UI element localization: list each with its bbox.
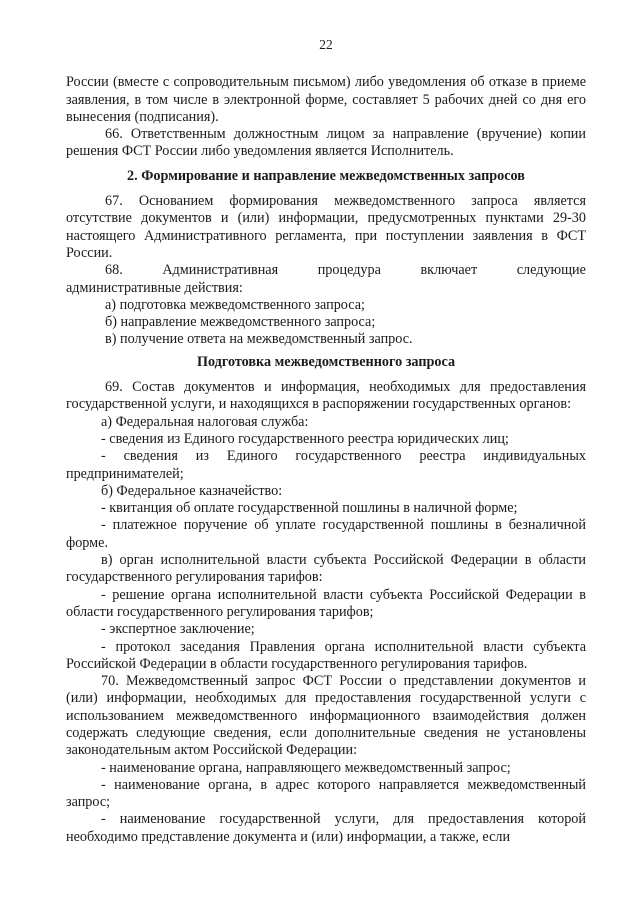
list-item: а) Федеральная налоговая служба: bbox=[101, 413, 309, 430]
list-item: - экспертное заключение; bbox=[101, 621, 255, 638]
list-item: в) орган исполнительной власти субъекта Российской Федерации в области государственного регулирования тарифов: bbox=[66, 552, 586, 586]
p68-word: процедура bbox=[317, 262, 381, 279]
list-item: - квитанция об оплате государственной пошлины в наличной форме; bbox=[101, 500, 518, 517]
list-item: а) подготовка межведомственного запроса; bbox=[105, 296, 365, 313]
list-item: - наименование органа, направляющего межведомственный запрос; bbox=[101, 759, 511, 776]
p68-word: Административная bbox=[162, 262, 279, 279]
list-item: - протокол заседания Правления органа исполнительной власти субъекта Российской Федерации в области государственного регулирования тарифов. bbox=[66, 638, 586, 672]
list-item: - наименование государственной услуги, для предоставления которой необходимо представление документа и (или) информации, а также, если bbox=[66, 811, 586, 845]
list-item: - наименование органа, в адрес которого направляется межведомственный запрос; bbox=[66, 776, 586, 811]
paragraph-70: 70. Межведомственный запрос ФСТ России о представлении документов и (или) информации, необходимых для предоставления государственной услуги с использованием межведомственного информационного взаимодействия должен содержать следующие сведения, если дополнительные сведения не установлены законодательным актом Российской Федерации: bbox=[66, 673, 586, 759]
paragraph-69: 69. Состав документов и информация, необходимых для предоставления государственной услуги, и находящихся в распоряжении государственных органов: bbox=[66, 379, 586, 413]
list-item: - сведения из Единого государственного реестра юридических лиц; bbox=[101, 430, 509, 447]
section-heading: 2. Формирование и направление межведомственных запросов bbox=[127, 167, 525, 184]
page-number: 22 bbox=[319, 37, 333, 52]
paragraph-66: 66. Ответственным должностным лицом за направление (вручение) копии решения ФСТ России либо уведомления является Исполнитель. bbox=[66, 126, 586, 160]
subsection-heading: Подготовка межведомственного запроса bbox=[196, 353, 456, 370]
paragraph-68-continuation: административные действия: bbox=[66, 279, 243, 296]
p68-word: следующие bbox=[516, 262, 586, 279]
p68-word: включает bbox=[420, 262, 478, 279]
p68-word: 68. bbox=[105, 262, 123, 279]
list-item: - решение органа исполнительной власти субъекта Российской Федерации в области государственного регулирования тарифов; bbox=[66, 586, 586, 620]
paragraph-continuation: России (вместе с сопроводительным письмом) либо уведомления об отказе в приеме заявления, в том числе в электронной форме, составляет 5 рабочих дней со дня его вынесения (подписания). bbox=[66, 74, 586, 125]
list-item: - сведения из Единого государственного реестра индивидуальных предпринимателей; bbox=[66, 448, 586, 482]
list-item: б) Федеральное казначейство: bbox=[101, 482, 283, 499]
paragraph-67: 67. Основанием формирования межведомственного запроса является отсутствие документов и (или) информации, предусмотренных пунктами 29-30 настоящего Административного регламента, при поступлении заявления в ФСТ России. bbox=[66, 193, 586, 261]
list-item: - платежное поручение об уплате государственной пошлины в безналичной форме. bbox=[66, 517, 586, 551]
paragraph-68-line bbox=[66, 262, 586, 279]
list-item: в) получение ответа на межведомственный запрос. bbox=[105, 331, 413, 348]
list-item: б) направление межведомственного запроса; bbox=[105, 314, 376, 331]
document-page bbox=[66, 36, 586, 846]
